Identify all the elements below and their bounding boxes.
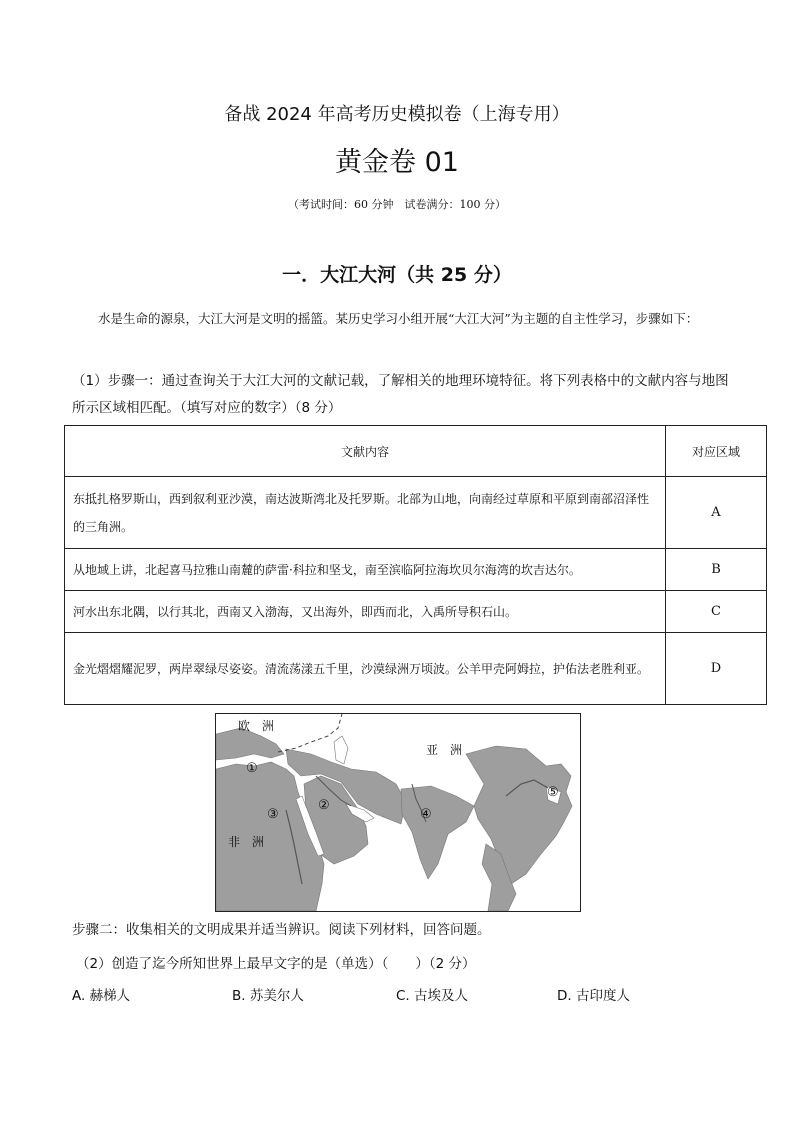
river-civilizations-map [215, 713, 581, 912]
document-table [64, 425, 767, 705]
table-cell-text: 东抵扎格罗斯山，西到叙利亚沙漠，南达波斯湾北及托罗斯。北部为山地，向南经过草原和平原到南部沼泽性的三角洲。 [65, 477, 666, 549]
landmass-india [401, 786, 474, 879]
column-header-region: 对应区域 [666, 426, 767, 477]
exam-info: （考试时间：60 分钟 试卷满分：100 分） [288, 198, 506, 211]
label-africa: 非 洲 [228, 835, 265, 849]
table-row [65, 477, 767, 549]
paper-title: 备战 2024 年高考历史模拟卷（上海专用） [224, 104, 570, 125]
europe-asia-boundary [278, 714, 342, 752]
option-d[interactable]: D. 古印度人 [557, 988, 630, 1004]
map-marker-3: ③ [267, 807, 279, 822]
map-marker-4: ④ [420, 807, 432, 822]
section-intro: 水是生命的源泉，大江大河是文明的摇篮。某历史学习小组开展“大江大河”为主题的自主性学习，步骤如下： [98, 311, 699, 326]
table-cell-text: 金光熠熠耀泥罗，两岸翠绿尽姿姿。清流荡漾五千里，沙漠绿洲万顷波。公羊甲壳阿姆拉，护佑法老胜利亚。 [65, 633, 666, 705]
label-asia: 亚 洲 [426, 743, 463, 757]
option-c[interactable]: C. 古埃及人 [396, 988, 469, 1004]
step-two: 步骤二：收集相关的文明成果并适当辨识。阅读下列材料，回答问题。 [72, 922, 491, 938]
column-header-content: 文献内容 [65, 426, 666, 477]
map-marker-5: ⑤ [547, 785, 559, 800]
caspian-sea [334, 736, 348, 764]
table-cell-text: 从地域上讲，北起喜马拉雅山南麓的萨雷·科拉和坚戈，南至滨临阿拉海坎贝尔海湾的坎吉达尔。 [65, 549, 666, 591]
table-row [65, 633, 767, 705]
option-a[interactable]: A. 赫梯人 [72, 988, 131, 1004]
table-cell-region: B [666, 549, 767, 591]
paper-subtitle: 黄金卷 01 [335, 147, 459, 178]
question-1: （1）步骤一：通过查询关于大江大河的文献记载，了解相关的地理环境特征。将下列表格中的文献内容与地图所示区域相匹配。（填写对应的数字）（8 分） [72, 373, 729, 416]
table-cell-region: A [666, 477, 767, 549]
table-header-row [65, 426, 767, 477]
section-title: 一．大江大河（共 25 分） [282, 264, 512, 286]
table-cell-region: C [666, 591, 767, 633]
question-2: （2）创造了迄今所知世界上最早文字的是（单选）（ ）（2 分） [76, 956, 476, 972]
table-row [65, 549, 767, 591]
table-cell-text: 河水出东北隅，以行其北，西南又入渤海，又出海外，即西而北，入禹所导积石山。 [65, 591, 666, 633]
table-cell-region: D [666, 633, 767, 705]
label-europe: 欧 洲 [238, 719, 275, 733]
map-marker-2: ② [318, 798, 330, 813]
option-b[interactable]: B. 苏美尔人 [232, 988, 304, 1004]
map-svg [216, 714, 580, 911]
map-marker-1: ① [246, 761, 258, 776]
table-row [65, 591, 767, 633]
